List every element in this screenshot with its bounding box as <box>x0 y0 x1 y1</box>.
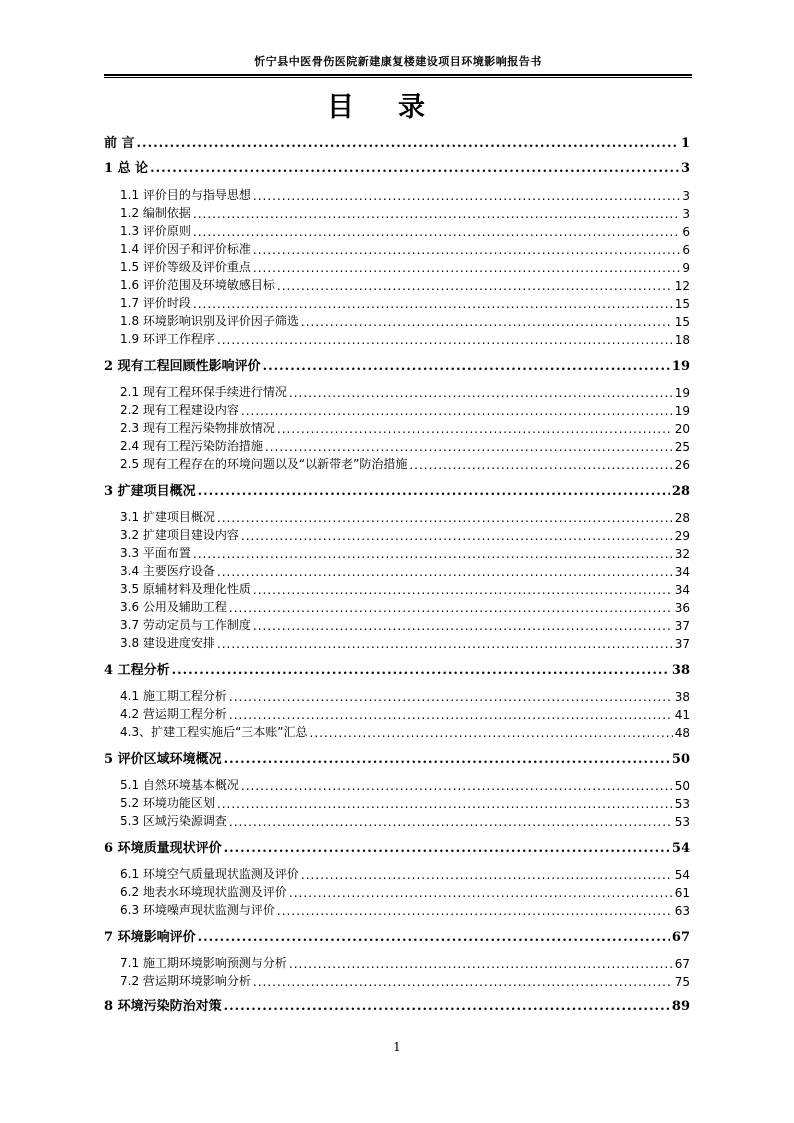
toc-entry-page: 25 <box>674 440 690 454</box>
toc-entry-page: 19 <box>674 386 690 400</box>
toc-dot-leader <box>263 359 670 374</box>
toc-entry-page: 53 <box>674 815 690 829</box>
toc-dot-leader <box>229 708 673 722</box>
toc-section-entry[interactable] <box>120 185 690 203</box>
toc-section-entry[interactable] <box>120 633 690 651</box>
toc-entry-label: 3.5 原辅材料及理化性质 <box>120 582 251 596</box>
toc-dot-leader <box>193 297 673 311</box>
toc-section-entry[interactable] <box>120 221 690 239</box>
toc-entry-label: 6.3 环境噪声现状监测与评价 <box>120 903 275 917</box>
toc-entry-label: 5 评价区域环境概况 <box>104 752 222 767</box>
toc-dot-leader <box>150 161 679 176</box>
toc-entry-page: 34 <box>674 583 690 597</box>
toc-entry-label: 6.1 环境空气质量现状监测及评价 <box>120 867 299 881</box>
toc-entry-label: 3.1 扩建项目概况 <box>120 510 215 524</box>
toc-section-entry[interactable] <box>120 579 690 597</box>
toc-dot-leader <box>310 726 673 740</box>
toc-dot-leader <box>217 565 673 579</box>
toc-entry-page: 53 <box>674 797 690 811</box>
toc-dot-leader <box>241 404 673 418</box>
toc-entry-page: 48 <box>674 726 690 740</box>
toc-entry-label: 4.2 营运期工程分析 <box>120 707 227 721</box>
toc-section-entry[interactable] <box>120 382 690 400</box>
toc-entry-page: 15 <box>674 315 690 329</box>
toc-entry-label: 6 环境质量现状评价 <box>104 841 222 856</box>
toc-chapter-entry[interactable] <box>104 660 690 678</box>
toc-dot-leader <box>277 422 673 436</box>
toc-entry-label: 2.1 现有工程环保手续进行情况 <box>120 385 287 399</box>
toc-entry-page: 67 <box>674 957 690 971</box>
header-rule-thin <box>104 77 692 78</box>
toc-entry-page: 28 <box>674 511 690 525</box>
toc-entry-page: 18 <box>674 333 690 347</box>
toc-dot-leader <box>301 315 673 329</box>
toc-entry-label: 1.9 环评工作程序 <box>120 332 215 346</box>
toc-entry-label: 8 环境污染防治对策 <box>104 999 222 1014</box>
toc-entry-label: 1 总 论 <box>104 161 149 176</box>
toc-entry-page: 67 <box>671 930 690 945</box>
toc-dot-leader <box>241 779 673 793</box>
toc-entry-page: 3 <box>680 161 690 176</box>
toc-dot-leader <box>253 619 673 633</box>
toc-dot-leader <box>241 529 673 543</box>
toc-section-entry[interactable] <box>120 454 690 472</box>
toc-dot-leader <box>193 207 680 221</box>
toc-dot-leader <box>198 930 670 945</box>
toc-section-entry[interactable] <box>120 436 690 454</box>
toc-entry-label: 1.3 评价原则 <box>120 224 191 238</box>
toc-section-entry[interactable] <box>120 900 690 918</box>
toc-entry-label: 2.4 现有工程污染防治措施 <box>120 439 263 453</box>
toc-section-entry[interactable] <box>120 597 690 615</box>
toc-dot-leader <box>172 663 670 678</box>
toc-entry-label: 5.1 自然环境基本概况 <box>120 778 239 792</box>
toc-dot-leader <box>217 333 673 347</box>
toc-dot-leader <box>409 458 672 472</box>
toc-entry-label: 4 工程分析 <box>104 663 170 678</box>
toc-dot-leader <box>289 386 673 400</box>
toc-entry-label: 3.6 公用及辅助工程 <box>120 600 227 614</box>
toc-entry-label: 1.6 评价范围及环境敏感目标 <box>120 278 275 292</box>
toc-entry-page: 9 <box>682 261 690 275</box>
toc-dot-leader <box>198 484 670 499</box>
toc-section-entry[interactable] <box>120 971 690 989</box>
toc-chapter-entry[interactable] <box>104 996 690 1014</box>
toc-entry-label: 3.3 平面布置 <box>120 546 191 560</box>
toc-entry-page: 36 <box>674 601 690 615</box>
toc-entry-page: 38 <box>674 690 690 704</box>
toc-dot-leader <box>289 886 673 900</box>
toc-entry-page: 28 <box>671 484 690 499</box>
toc-dot-leader <box>253 189 680 203</box>
toc-entry-label: 4.1 施工期工程分析 <box>120 689 227 703</box>
toc-entry-page: 38 <box>671 663 690 678</box>
toc-entry-page: 19 <box>671 359 690 374</box>
toc-section-entry[interactable] <box>120 418 690 436</box>
toc-entry-label: 3.2 扩建项目建设内容 <box>120 528 239 542</box>
toc-entry-label: 7 环境影响评价 <box>104 930 196 945</box>
toc-dot-leader <box>229 815 673 829</box>
toc-section-entry[interactable] <box>120 257 690 275</box>
toc-entry-page: 20 <box>674 422 690 436</box>
toc-entry-label: 1.4 评价因子和评价标准 <box>120 242 251 256</box>
toc-chapter-entry[interactable] <box>104 133 690 151</box>
header-rule <box>104 74 692 76</box>
toc-chapter-entry[interactable] <box>104 481 690 499</box>
toc-entry-label: 2.2 现有工程建设内容 <box>120 403 239 417</box>
toc-entry-page: 26 <box>674 458 690 472</box>
toc-entry-label: 2.3 现有工程污染物排放情况 <box>120 421 275 435</box>
toc-chapter-entry[interactable] <box>104 749 690 767</box>
toc-chapter-entry[interactable] <box>104 158 690 176</box>
toc-section-entry[interactable] <box>120 329 690 347</box>
toc-entry-label: 2.5 现有工程存在的环境问题以及“以新带老”防治措施 <box>120 457 408 471</box>
toc-section-entry[interactable] <box>120 275 690 293</box>
toc-entry-label: 1.8 环境影响识别及评价因子筛选 <box>120 314 299 328</box>
toc-entry-label: 4.3、扩建工程实施后“三本账”汇总 <box>120 725 308 739</box>
toc-entry-label: 3.7 劳动定员与工作制度 <box>120 618 251 632</box>
toc-entry-label: 3.8 建设进度安排 <box>120 636 215 650</box>
toc-section-entry[interactable] <box>120 864 690 882</box>
toc-entry-label: 3.4 主要医疗设备 <box>120 564 215 578</box>
toc-entry-label: 1.2 编制依据 <box>120 206 191 220</box>
toc-entry-label: 6.2 地表水环境现状监测及评价 <box>120 885 287 899</box>
toc-entry-page: 54 <box>674 868 690 882</box>
toc-section-entry[interactable] <box>120 525 690 543</box>
toc-entry-page: 61 <box>674 886 690 900</box>
toc-entry-label: 2 现有工程回顾性影响评价 <box>104 359 261 374</box>
toc-dot-leader <box>193 547 673 561</box>
toc-entry-page: 1 <box>680 136 690 151</box>
toc-dot-leader <box>253 261 680 275</box>
toc-dot-leader <box>289 957 673 971</box>
toc-entry-label: 7.1 施工期环境影响预测与分析 <box>120 956 287 970</box>
toc-entry-page: 54 <box>671 841 690 856</box>
toc-section-entry[interactable] <box>120 543 690 561</box>
toc-dot-leader <box>253 583 673 597</box>
toc-entry-page: 89 <box>671 999 690 1014</box>
toc-entry-page: 37 <box>674 637 690 651</box>
toc-dot-leader <box>217 511 673 525</box>
toc-entry-page: 75 <box>674 975 690 989</box>
toc-dot-leader <box>253 243 680 257</box>
toc-chapter-entry[interactable] <box>104 356 690 374</box>
toc-dot-leader <box>224 841 670 856</box>
toc-dot-leader <box>224 752 670 767</box>
toc-section-entry[interactable] <box>120 239 690 257</box>
toc-entry-label: 1.1 评价目的与指导思想 <box>120 188 251 202</box>
toc-section-entry[interactable] <box>120 615 690 633</box>
toc-entry-label: 5.2 环境功能区划 <box>120 796 215 810</box>
toc-section-entry[interactable] <box>120 704 690 722</box>
toc-entry-label: 1.7 评价时段 <box>120 296 191 310</box>
toc-title: 目录 <box>327 92 469 123</box>
toc-dot-leader <box>253 975 673 989</box>
running-header: 忻宁县中医骨伤医院新建康复楼建设项目环境影响报告书 <box>254 55 542 68</box>
toc-entry-label: 前 言 <box>104 136 135 151</box>
toc-entry-label: 7.2 营运期环境影响分析 <box>120 974 251 988</box>
toc-dot-leader <box>265 440 673 454</box>
toc-entry-label: 5.3 区域污染源调查 <box>120 814 227 828</box>
toc-section-entry[interactable] <box>120 293 690 311</box>
toc-entry-page: 34 <box>674 565 690 579</box>
toc-entry-page: 37 <box>674 619 690 633</box>
toc-entry-page: 50 <box>674 779 690 793</box>
toc-entry-page: 63 <box>674 904 690 918</box>
toc-dot-leader <box>277 279 673 293</box>
toc-section-entry[interactable] <box>120 686 690 704</box>
toc-section-entry[interactable] <box>120 311 690 329</box>
toc-dot-leader <box>224 999 670 1014</box>
toc-section-entry[interactable] <box>120 722 690 740</box>
page-number: 1 <box>393 1040 401 1054</box>
toc-dot-leader <box>217 637 673 651</box>
toc-section-entry[interactable] <box>120 953 690 971</box>
toc-entry-page: 6 <box>682 243 690 257</box>
toc-dot-leader <box>301 868 673 882</box>
toc-dot-leader <box>137 136 679 151</box>
toc-entry-page: 3 <box>682 207 690 221</box>
toc-section-entry[interactable] <box>120 882 690 900</box>
toc-entry-page: 41 <box>674 708 690 722</box>
toc-section-entry[interactable] <box>120 561 690 579</box>
toc-section-entry[interactable] <box>120 793 690 811</box>
toc-entry-page: 6 <box>682 225 690 239</box>
toc-entry-page: 12 <box>674 279 690 293</box>
toc-dot-leader <box>229 601 673 615</box>
toc-dot-leader <box>229 690 673 704</box>
toc-dot-leader <box>277 904 673 918</box>
toc-entry-page: 32 <box>674 547 690 561</box>
toc-section-entry[interactable] <box>120 400 690 418</box>
toc-section-entry[interactable] <box>120 775 690 793</box>
toc-section-entry[interactable] <box>120 203 690 221</box>
toc-dot-leader <box>217 797 673 811</box>
toc-entry-page: 50 <box>671 752 690 767</box>
toc-chapter-entry[interactable] <box>104 838 690 856</box>
toc-dot-leader <box>193 225 680 239</box>
toc-entry-page: 3 <box>682 189 690 203</box>
toc-entry-page: 19 <box>674 404 690 418</box>
toc-entry-label: 3 扩建项目概况 <box>104 484 196 499</box>
toc-entry-page: 29 <box>674 529 690 543</box>
toc-entry-page: 15 <box>674 297 690 311</box>
toc-entry-label: 1.5 评价等级及评价重点 <box>120 260 251 274</box>
toc-section-entry[interactable] <box>120 811 690 829</box>
toc-chapter-entry[interactable] <box>104 927 690 945</box>
toc-section-entry[interactable] <box>120 507 690 525</box>
